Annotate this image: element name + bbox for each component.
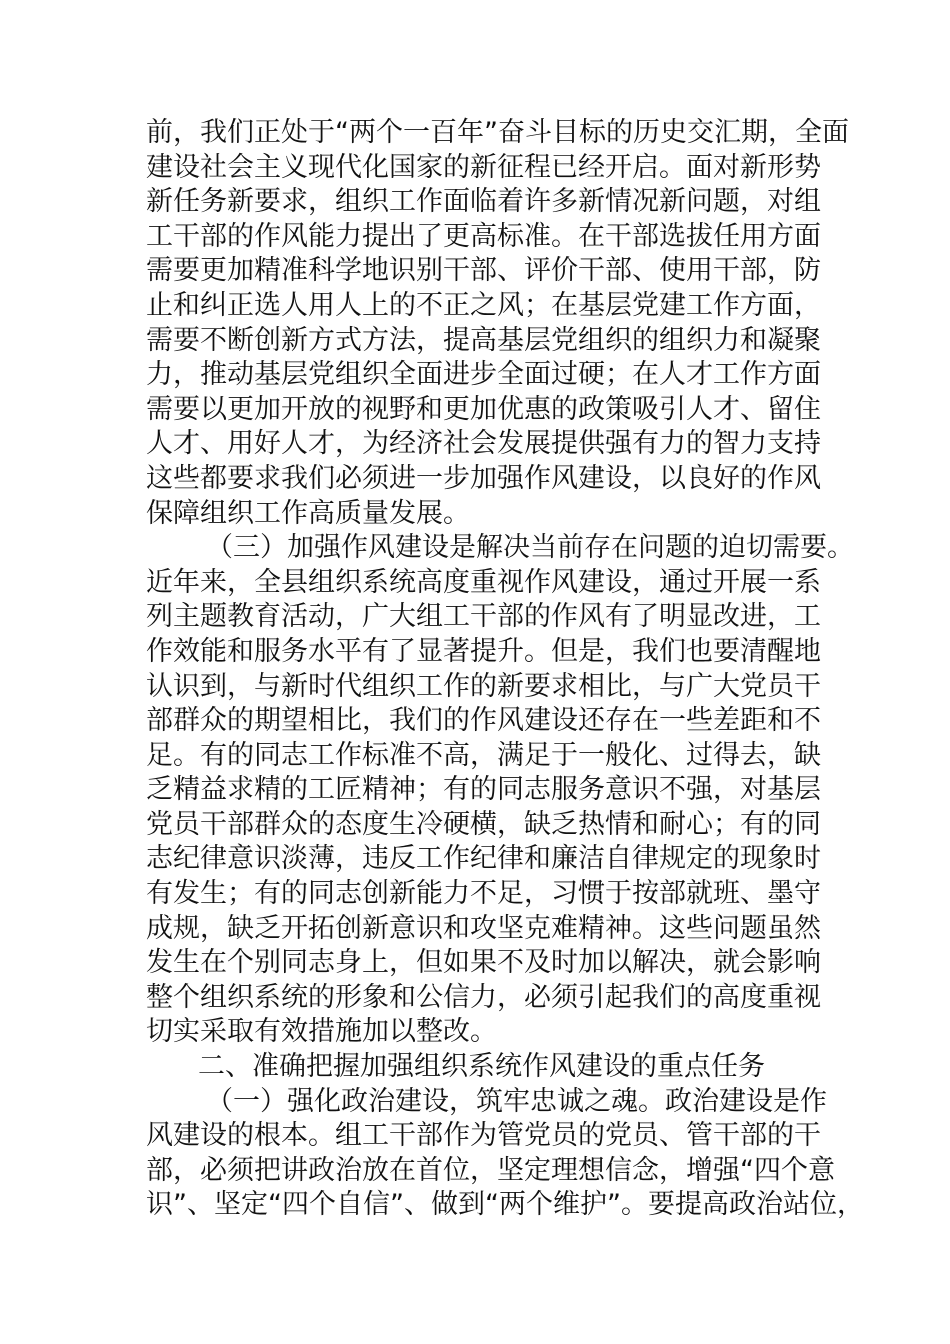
text-line: 人才、用好人才，为经济社会发展提供强有力的智力支持 [146,428,821,460]
text-line: 部群众的期望相比，我们的作风建设还存在一些差距和不 [146,705,821,737]
text-line: 足。有的同志工作标准不高，满足于一般化、过得去，缺 [146,739,821,771]
text-line: 保障组织工作高质量发展。 [146,497,470,529]
text-line: 工干部的作风能力提出了更高标准。在干部选拔任用方面 [146,220,821,252]
section-heading-3: （三）加强作风建设是解决当前存在问题的迫切需要。 [206,532,854,564]
text-line: 这些都要求我们必须进一步加强作风建设，以良好的作风 [146,462,821,494]
text-line: 需要更加精准科学地识别干部、评价干部、使用干部，防 [146,255,821,287]
text-line: 风建设的根本。组工干部作为管党员的党员、管干部的干 [146,1120,821,1152]
text-line: 切实采取有效措施加以整改。 [146,1016,497,1048]
text-line: 需要以更加开放的视野和更加优惠的政策吸引人才、留住 [146,393,821,425]
section-heading-2: 二、准确把握加强组织系统作风建设的重点任务 [198,1051,765,1083]
text-line: 需要不断创新方式方法，提高基层党组织的组织力和凝聚 [146,324,821,356]
text-line: 力，推动基层党组织全面进步全面过硬；在人才工作方面 [146,359,821,391]
text-line: 志纪律意识淡薄，违反工作纪律和廉洁自律规定的现象时 [146,843,821,875]
document-body [146,116,864,1223]
text-line: 发生在个别同志身上，但如果不及时加以解决，就会影响 [146,947,821,979]
text-line: 作效能和服务水平有了显著提升。但是，我们也要清醒地 [146,635,821,667]
text-line: 止和纠正选人用人上的不正之风；在基层党建工作方面， [146,289,821,321]
text-line: 新任务新要求，组织工作面临着许多新情况新问题，对组 [146,186,821,218]
text-line: 有发生；有的同志创新能力不足，习惯于按部就班、墨守 [146,878,821,910]
subsection-heading-1: （一）强化政治建设，筑牢忠诚之魂。政治建设是作 [206,1085,827,1117]
text-line: 部，必须把讲政治放在首位，坚定理想信念，增强“四个意 [146,1154,835,1186]
text-line: 党员干部群众的态度生冷硬横，缺乏热情和耐心；有的同 [146,808,821,840]
text-line: 识”、坚定“四个自信”、做到“两个维护”。要提高政治站位， [146,1189,864,1221]
text-line: 前，我们正处于“两个一百年”奋斗目标的历史交汇期，全面 [146,117,849,148]
text-line: 列主题教育活动，广大组工干部的作风有了明显改进，工 [146,601,821,633]
text-line: 乏精益求精的工匠精神；有的同志服务意识不强，对基层 [146,774,821,806]
text-line: 近年来，全县组织系统高度重视作风建设，通过开展一系 [146,566,821,598]
text-line: 认识到，与新时代组织工作的新要求相比，与广大党员干 [146,670,821,702]
text-line: 成规，缺乏开拓创新意识和攻坚克难精神。这些问题虽然 [146,912,821,944]
text-line: 整个组织系统的形象和公信力，必须引起我们的高度重视 [146,981,821,1013]
text-line: 建设社会主义现代化国家的新征程已经开启。面对新形势 [146,151,821,183]
